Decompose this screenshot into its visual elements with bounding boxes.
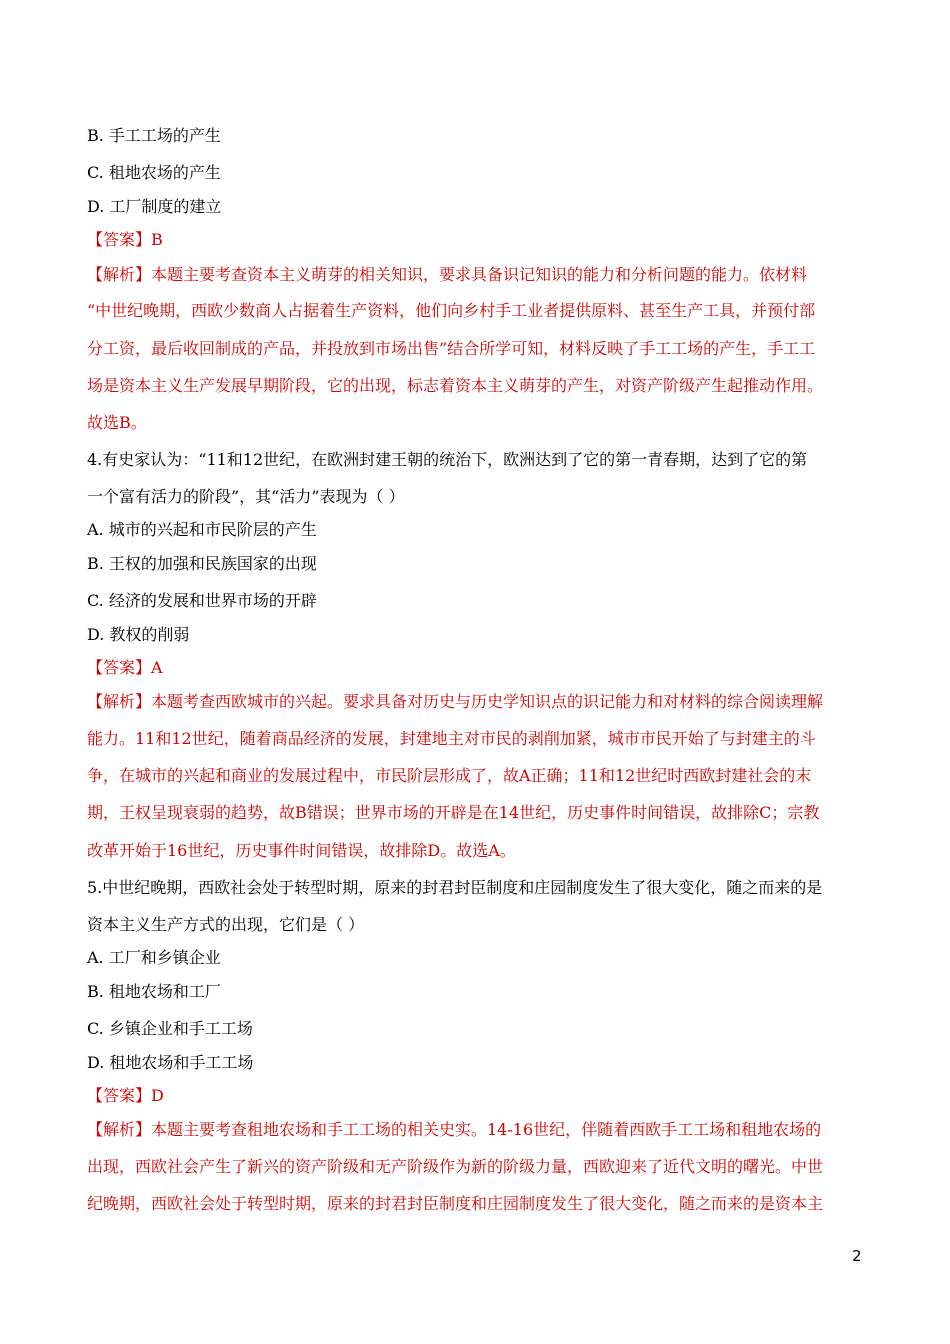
q3-answer: 【答案】B xyxy=(87,230,163,249)
q5-option-c: C. 乡镇企业和手工工场 xyxy=(87,1019,253,1038)
q5-stem-line: 资本主义生产方式的出现，它们是（ ） xyxy=(87,915,365,934)
q4-analysis-line: 【解析】本题考查西欧城市的兴起。要求具备对历史与历史学知识点的识记能力和对材料的综合阅读理解 xyxy=(87,692,824,711)
q5-stem-line: 5.中世纪晚期，西欧社会处于转型时期，原来的封君封臣制度和庄园制度发生了很大变化，随之而来的是 xyxy=(87,878,823,897)
q5-option-b: B. 租地农场和工厂 xyxy=(87,982,221,1001)
q4-option-b: B. 王权的加强和民族国家的出现 xyxy=(87,554,317,573)
q3-option-b: B. 手工工场的产生 xyxy=(87,126,221,145)
q4-answer: 【答案】A xyxy=(87,658,163,677)
q3-analysis-line: 场是资本主义生产发展早期阶段，它的出现，标志着资本主义萌芽的产生，对资产阶级产生起推动作用。 xyxy=(87,376,824,395)
q3-analysis-line: “中世纪晚期，西欧少数商人占据着生产资料，他们向乡村手工业者提供原料、甚至生产工具，并预付部 xyxy=(87,301,816,320)
q4-option-c: C. 经济的发展和世界市场的开辟 xyxy=(87,591,317,610)
q3-analysis-line: 分工资，最后收回制成的产品，并投放到市场出售”结合所学可知，材料反映了手工工场的产生，手工工 xyxy=(87,339,816,358)
q5-answer: 【答案】D xyxy=(87,1086,164,1105)
q5-option-d: D. 租地农场和手工工场 xyxy=(87,1053,254,1072)
q4-analysis-line: 争，在城市的兴起和商业的发展过程中，市民阶层形成了，故A正确；11和12世纪时西欧封建社会的末 xyxy=(87,766,812,785)
q4-analysis-line: 期，王权呈现衰弱的趋势，故B错误；世界市场的开辟是在14世纪，历史事件时间错误，故排除C；宗教 xyxy=(87,803,820,822)
q3-analysis-line: 故选B。 xyxy=(87,413,147,432)
q4-analysis-line: 能力。11和12世纪，随着商品经济的发展，封建地主对市民的剥削加紧，城市市民开始了与封建主的斗 xyxy=(87,729,816,748)
q3-option-d: D. 工厂制度的建立 xyxy=(87,197,222,216)
q4-option-a: A. 城市的兴起和市民阶层的产生 xyxy=(87,520,317,539)
q5-analysis-line: 【解析】本题主要考查租地农场和手工工场的相关史实。14-16世纪，伴随着西欧手工工场和租地农场的 xyxy=(87,1120,822,1139)
q5-analysis-line: 出现，西欧社会产生了新兴的资产阶级和无产阶级作为新的阶级力量，西欧迎来了近代文明的曙光。中世 xyxy=(87,1157,824,1176)
q3-analysis-line: 【解析】本题主要考查资本主义萌芽的相关知识，要求具备识记知识的能力和分析问题的能力。依材料 xyxy=(87,265,808,284)
q5-option-a: A. 工厂和乡镇企业 xyxy=(87,948,221,967)
q3-option-c: C. 租地农场的产生 xyxy=(87,163,221,182)
q4-stem-line: 一个富有活力的阶段”，其“活力”表现为（ ） xyxy=(87,487,405,506)
q5-analysis-line: 纪晚期，西欧社会处于转型时期，原来的封君封臣制度和庄园制度发生了很大变化，随之而来的是资本主 xyxy=(87,1194,824,1213)
q4-analysis-line: 改革开始于16世纪，历史事件时间错误，故排除D。故选A。 xyxy=(87,841,516,860)
q4-stem-line: 4.有史家认为：“11和12世纪，在欧洲封建王朝的统治下，欧洲达到了它的第一青春期，达到了它的第 xyxy=(87,450,808,469)
q4-option-d: D. 教权的削弱 xyxy=(87,625,190,644)
page-number: 2 xyxy=(852,1247,862,1265)
